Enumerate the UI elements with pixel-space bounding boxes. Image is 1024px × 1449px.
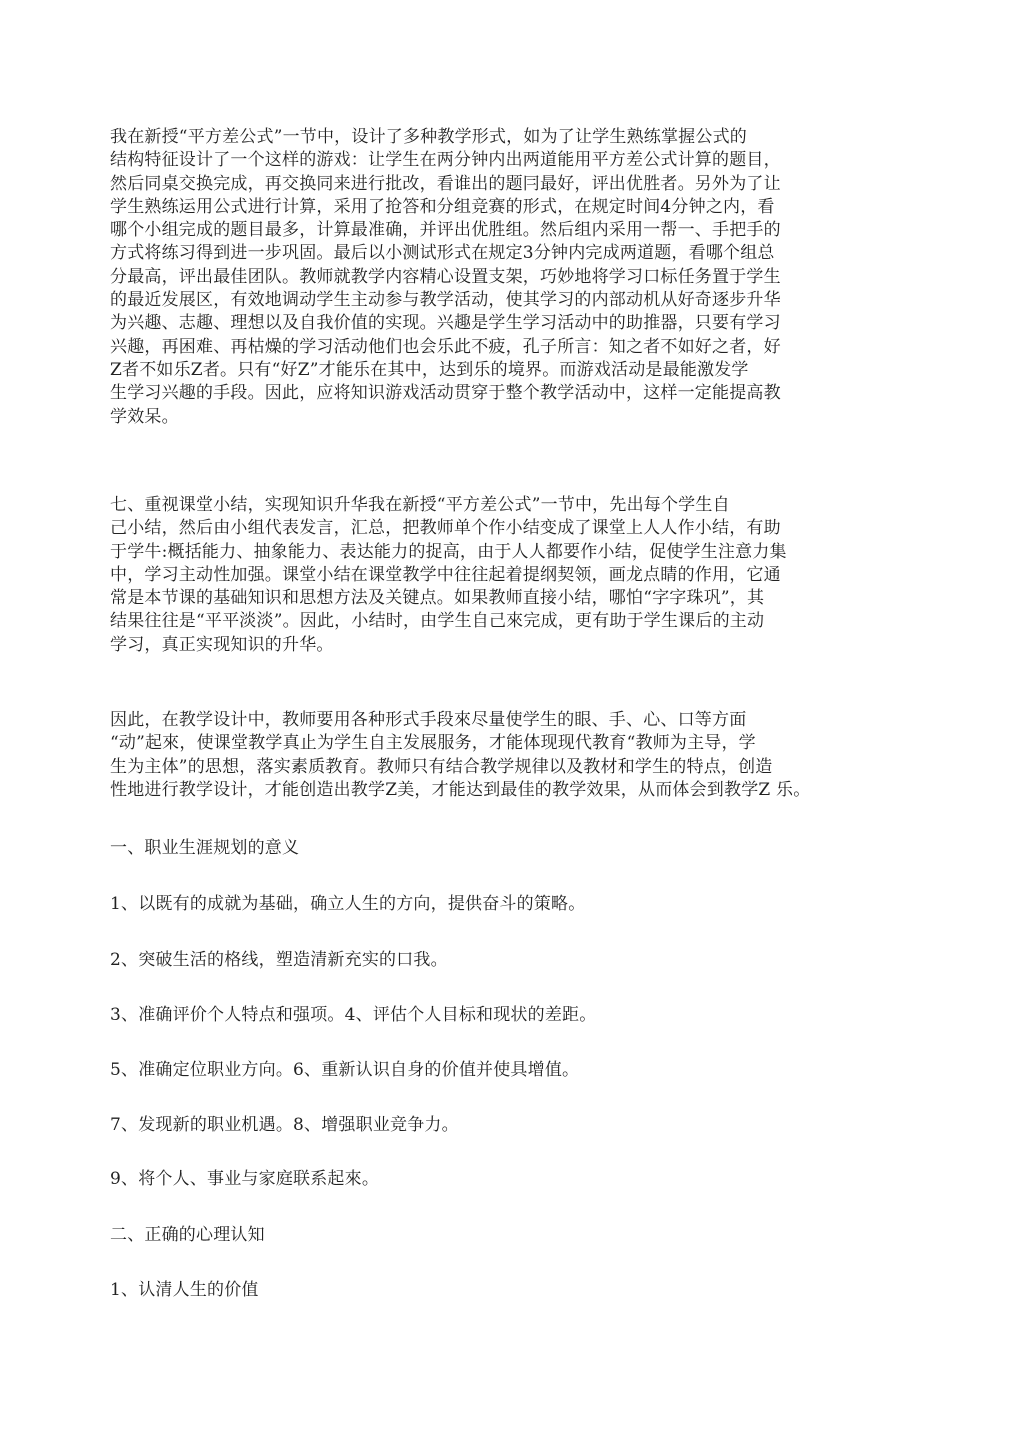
text-line: 于学牛:概括能力、抽象能力、表达能力的捉高，由于人人都要作小结，促使学生注意力集 [110,541,787,562]
text-line: 然后同桌交换完成，再交换同来进行批改，看谁出的题冃最好，评出优胜者。另外为了让 [110,173,781,194]
text-line: 生为主体”的思想，落实素质教育。教师只有结合教学规律以及教材和学生的特点，创造 [110,756,773,777]
text-line: 为兴趣、志趣、理想以及自我价值的实现。兴趣是学生学习活动中的助推器，只要有学习 [110,313,781,334]
text-line: 的最近发展区，有效地调动学生主动参与教学活动，使其学习的内部动机从好奇逐步升华 [110,290,781,311]
list-item: 3、准确评价个人特点和强项。4、评估个人目标和现状的差距。 [110,1005,597,1025]
text-line: 兴趣，再困难、再枯燥的学习活动他们也会乐此不疲，孔子所言：知之者不如好之者，好 [110,336,781,357]
text-line: 学生熟练运用公式进行计算，采用了抢答和分组竞赛的形式，在规定时间4分钟之内，看 [110,196,775,217]
text-line: 我在新授“平方差公式”一节中，设计了多种教学形式，如为了让学生熟练掌握公式的 [110,127,747,147]
list-item: 5、准确定位职业方向。6、重新认识自身的价值并使具增值。 [110,1060,580,1080]
text-line: 结构特征设计了一个这样的游戏：让学生在两分钟内出两道能用平方差公式计算的题目， [110,150,781,171]
text-line: Z者不如乐Z者。只有“好Z”才能乐在其中，达到乐的境界。而游戏活动是最能激发学 [110,359,749,380]
list-item: 1、认清人生的价值 [110,1280,259,1300]
list-item: 2、突破生活的格线，塑造清新充实的口我。 [110,950,448,970]
text-line: 方式将练习得到进一步巩固。最后以小测试形式在规定3分钟内完成两道题，看哪个组总 [110,243,775,264]
section-heading-career-planning: 一、职业生涯规划的意义 [110,838,300,858]
text-line: 学习，真正实现知识的升华。 [110,634,334,655]
list-item: 1、以既有的成就为基础，确立人生的方向，提供奋斗的策略。 [110,894,586,914]
section-heading-psychology: 二、正确的心理认知 [110,1225,265,1245]
text-line: 中，学习主动性加强。课堂小结在课堂教学中往往起着提纲契领，画龙点睛的作用，它通 [110,564,781,585]
text-line: 分最高，评出最佳团队。教师就教学内容精心设置支架，巧妙地将学习口标任务置于学生 [110,266,781,287]
list-item: 9、将个人、事业与家庭联系起來。 [110,1169,380,1189]
text-line: 七、重视课堂小结，实现知识升华我在新授“平方差公式”一节中，先出每个学生自 [110,495,730,515]
text-line: 常是本节课的基础知识和思想方法及关键点。如果教师直接小结，哪怕“字字珠巩”，其 [110,588,765,609]
paragraph-class-summary [110,494,870,657]
list-item: 7、发现新的职业机遇。8、增强职业竞争力。 [110,1115,459,1135]
text-line: 因此，在教学设计中，教师要用各种形式手段來尽量使学生的眼、手、心、口等方面 [110,710,747,730]
text-line: 生学习兴趣的手段。因此，应将知识游戏活动贯穿于整个教学活动中，这样一定能提高教 [110,383,781,404]
paragraph-conclusion [110,709,870,802]
text-line: 结果往往是“平平淡淡”。因此，小结时，由学生自己來完成，更有助于学生课后的主动 [110,611,765,632]
text-line: 哪个小组完成的题目最多，计算最准确，并评出优胜组。然后组内采用一帮一、手把手的 [110,220,781,241]
paragraph-teaching-forms [110,126,870,429]
text-line: 学效呆。 [110,406,179,427]
text-line: “动”起來，使课堂教学真止为学生自主发展服务，才能体现现代教育“教师为主导，学 [110,733,756,754]
text-line: 性地进行教学设计，才能创造出教学Z美，才能达到最佳的教学效果，从而体会到教学Z 乐。 [110,779,811,800]
text-line: 己小结，然后由小组代表发言，汇总，把教师单个作小结变成了课堂上人人作小结，有助 [110,518,781,539]
